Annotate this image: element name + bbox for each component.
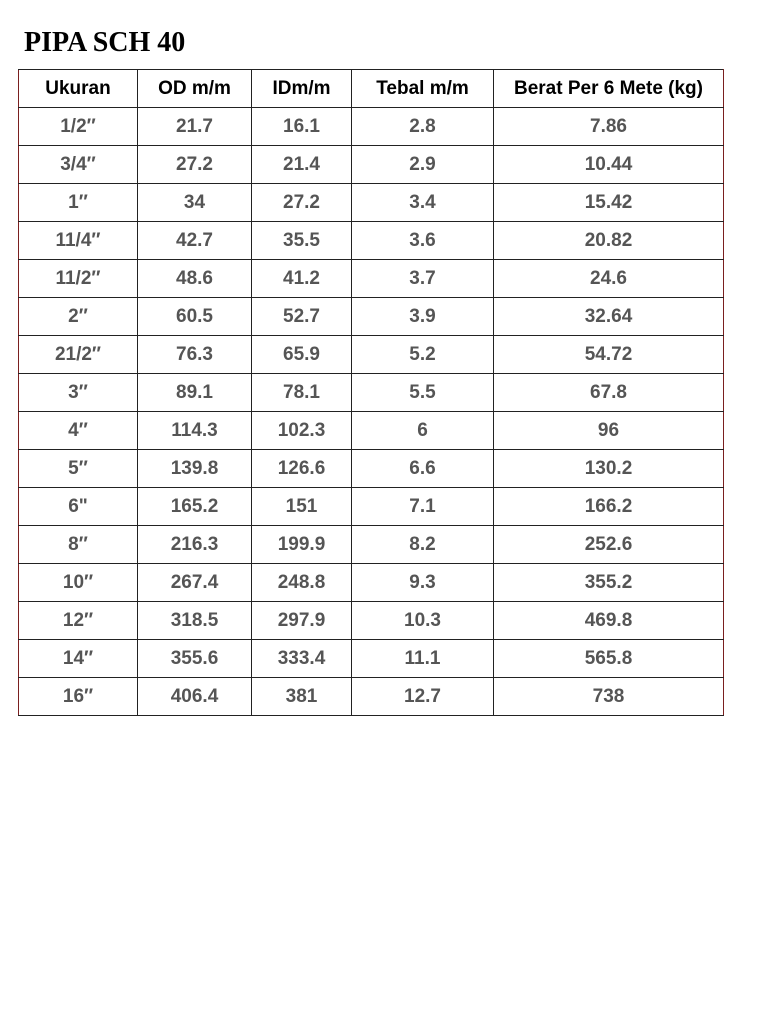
cell-berat: 565.8 xyxy=(494,640,724,678)
cell-berat: 252.6 xyxy=(494,526,724,564)
cell-berat: 469.8 xyxy=(494,602,724,640)
cell-tebal: 2.9 xyxy=(352,146,494,184)
table-row xyxy=(19,412,724,450)
cell-ukuran: 10″ xyxy=(19,564,138,602)
column-header-od: OD m/m xyxy=(138,70,252,108)
table-header-row xyxy=(19,70,724,108)
table-row xyxy=(19,678,724,716)
table-row xyxy=(19,184,724,222)
cell-id: 151 xyxy=(252,488,352,526)
cell-berat: 130.2 xyxy=(494,450,724,488)
cell-ukuran: 11/2″ xyxy=(19,260,138,298)
cell-ukuran: 21/2″ xyxy=(19,336,138,374)
cell-id: 16.1 xyxy=(252,108,352,146)
cell-id: 21.4 xyxy=(252,146,352,184)
cell-od: 76.3 xyxy=(138,336,252,374)
cell-ukuran: 1/2″ xyxy=(19,108,138,146)
cell-tebal: 3.7 xyxy=(352,260,494,298)
cell-ukuran: 8″ xyxy=(19,526,138,564)
cell-berat: 24.6 xyxy=(494,260,724,298)
column-header-ukuran: Ukuran xyxy=(19,70,138,108)
cell-od: 27.2 xyxy=(138,146,252,184)
cell-ukuran: 3/4″ xyxy=(19,146,138,184)
table-row xyxy=(19,260,724,298)
cell-tebal: 6.6 xyxy=(352,450,494,488)
cell-ukuran: 3″ xyxy=(19,374,138,412)
cell-berat: 54.72 xyxy=(494,336,724,374)
cell-id: 65.9 xyxy=(252,336,352,374)
cell-berat: 166.2 xyxy=(494,488,724,526)
cell-od: 48.6 xyxy=(138,260,252,298)
table-row xyxy=(19,488,724,526)
cell-od: 406.4 xyxy=(138,678,252,716)
cell-tebal: 2.8 xyxy=(352,108,494,146)
cell-tebal: 10.3 xyxy=(352,602,494,640)
cell-od: 34 xyxy=(138,184,252,222)
table-row xyxy=(19,108,724,146)
cell-ukuran: 11/4″ xyxy=(19,222,138,260)
cell-tebal: 12.7 xyxy=(352,678,494,716)
cell-ukuran: 16″ xyxy=(19,678,138,716)
table-row xyxy=(19,602,724,640)
column-header-id: IDm/m xyxy=(252,70,352,108)
cell-berat: 738 xyxy=(494,678,724,716)
cell-tebal: 8.2 xyxy=(352,526,494,564)
cell-od: 60.5 xyxy=(138,298,252,336)
cell-tebal: 5.5 xyxy=(352,374,494,412)
cell-berat: 355.2 xyxy=(494,564,724,602)
table-row xyxy=(19,564,724,602)
cell-tebal: 7.1 xyxy=(352,488,494,526)
cell-id: 35.5 xyxy=(252,222,352,260)
cell-ukuran: 12″ xyxy=(19,602,138,640)
cell-od: 267.4 xyxy=(138,564,252,602)
cell-od: 139.8 xyxy=(138,450,252,488)
cell-tebal: 3.4 xyxy=(352,184,494,222)
cell-od: 165.2 xyxy=(138,488,252,526)
cell-id: 52.7 xyxy=(252,298,352,336)
cell-tebal: 3.9 xyxy=(352,298,494,336)
column-header-tebal: Tebal m/m xyxy=(352,70,494,108)
cell-tebal: 9.3 xyxy=(352,564,494,602)
cell-id: 102.3 xyxy=(252,412,352,450)
table-row xyxy=(19,336,724,374)
table-row xyxy=(19,640,724,678)
cell-berat: 10.44 xyxy=(494,146,724,184)
table-row xyxy=(19,526,724,564)
cell-od: 355.6 xyxy=(138,640,252,678)
cell-od: 42.7 xyxy=(138,222,252,260)
cell-tebal: 11.1 xyxy=(352,640,494,678)
cell-ukuran: 14″ xyxy=(19,640,138,678)
column-header-berat: Berat Per 6 Mete (kg) xyxy=(494,70,724,108)
cell-id: 333.4 xyxy=(252,640,352,678)
cell-ukuran: 6" xyxy=(19,488,138,526)
cell-berat: 7.86 xyxy=(494,108,724,146)
cell-od: 114.3 xyxy=(138,412,252,450)
cell-ukuran: 4″ xyxy=(19,412,138,450)
table-row xyxy=(19,298,724,336)
cell-od: 21.7 xyxy=(138,108,252,146)
cell-tebal: 5.2 xyxy=(352,336,494,374)
cell-od: 318.5 xyxy=(138,602,252,640)
cell-id: 126.6 xyxy=(252,450,352,488)
cell-od: 89.1 xyxy=(138,374,252,412)
cell-id: 199.9 xyxy=(252,526,352,564)
cell-id: 27.2 xyxy=(252,184,352,222)
cell-berat: 96 xyxy=(494,412,724,450)
cell-od: 216.3 xyxy=(138,526,252,564)
cell-tebal: 3.6 xyxy=(352,222,494,260)
cell-id: 381 xyxy=(252,678,352,716)
cell-id: 248.8 xyxy=(252,564,352,602)
cell-id: 78.1 xyxy=(252,374,352,412)
cell-id: 41.2 xyxy=(252,260,352,298)
document-title: PIPA SCH 40 xyxy=(24,27,186,58)
cell-ukuran: 1″ xyxy=(19,184,138,222)
cell-berat: 20.82 xyxy=(494,222,724,260)
cell-berat: 15.42 xyxy=(494,184,724,222)
cell-ukuran: 5″ xyxy=(19,450,138,488)
table-row xyxy=(19,450,724,488)
pipe-spec-table xyxy=(18,69,724,716)
cell-tebal: 6 xyxy=(352,412,494,450)
table-row xyxy=(19,146,724,184)
cell-id: 297.9 xyxy=(252,602,352,640)
table-row xyxy=(19,374,724,412)
cell-ukuran: 2″ xyxy=(19,298,138,336)
cell-berat: 67.8 xyxy=(494,374,724,412)
cell-berat: 32.64 xyxy=(494,298,724,336)
table-row xyxy=(19,222,724,260)
